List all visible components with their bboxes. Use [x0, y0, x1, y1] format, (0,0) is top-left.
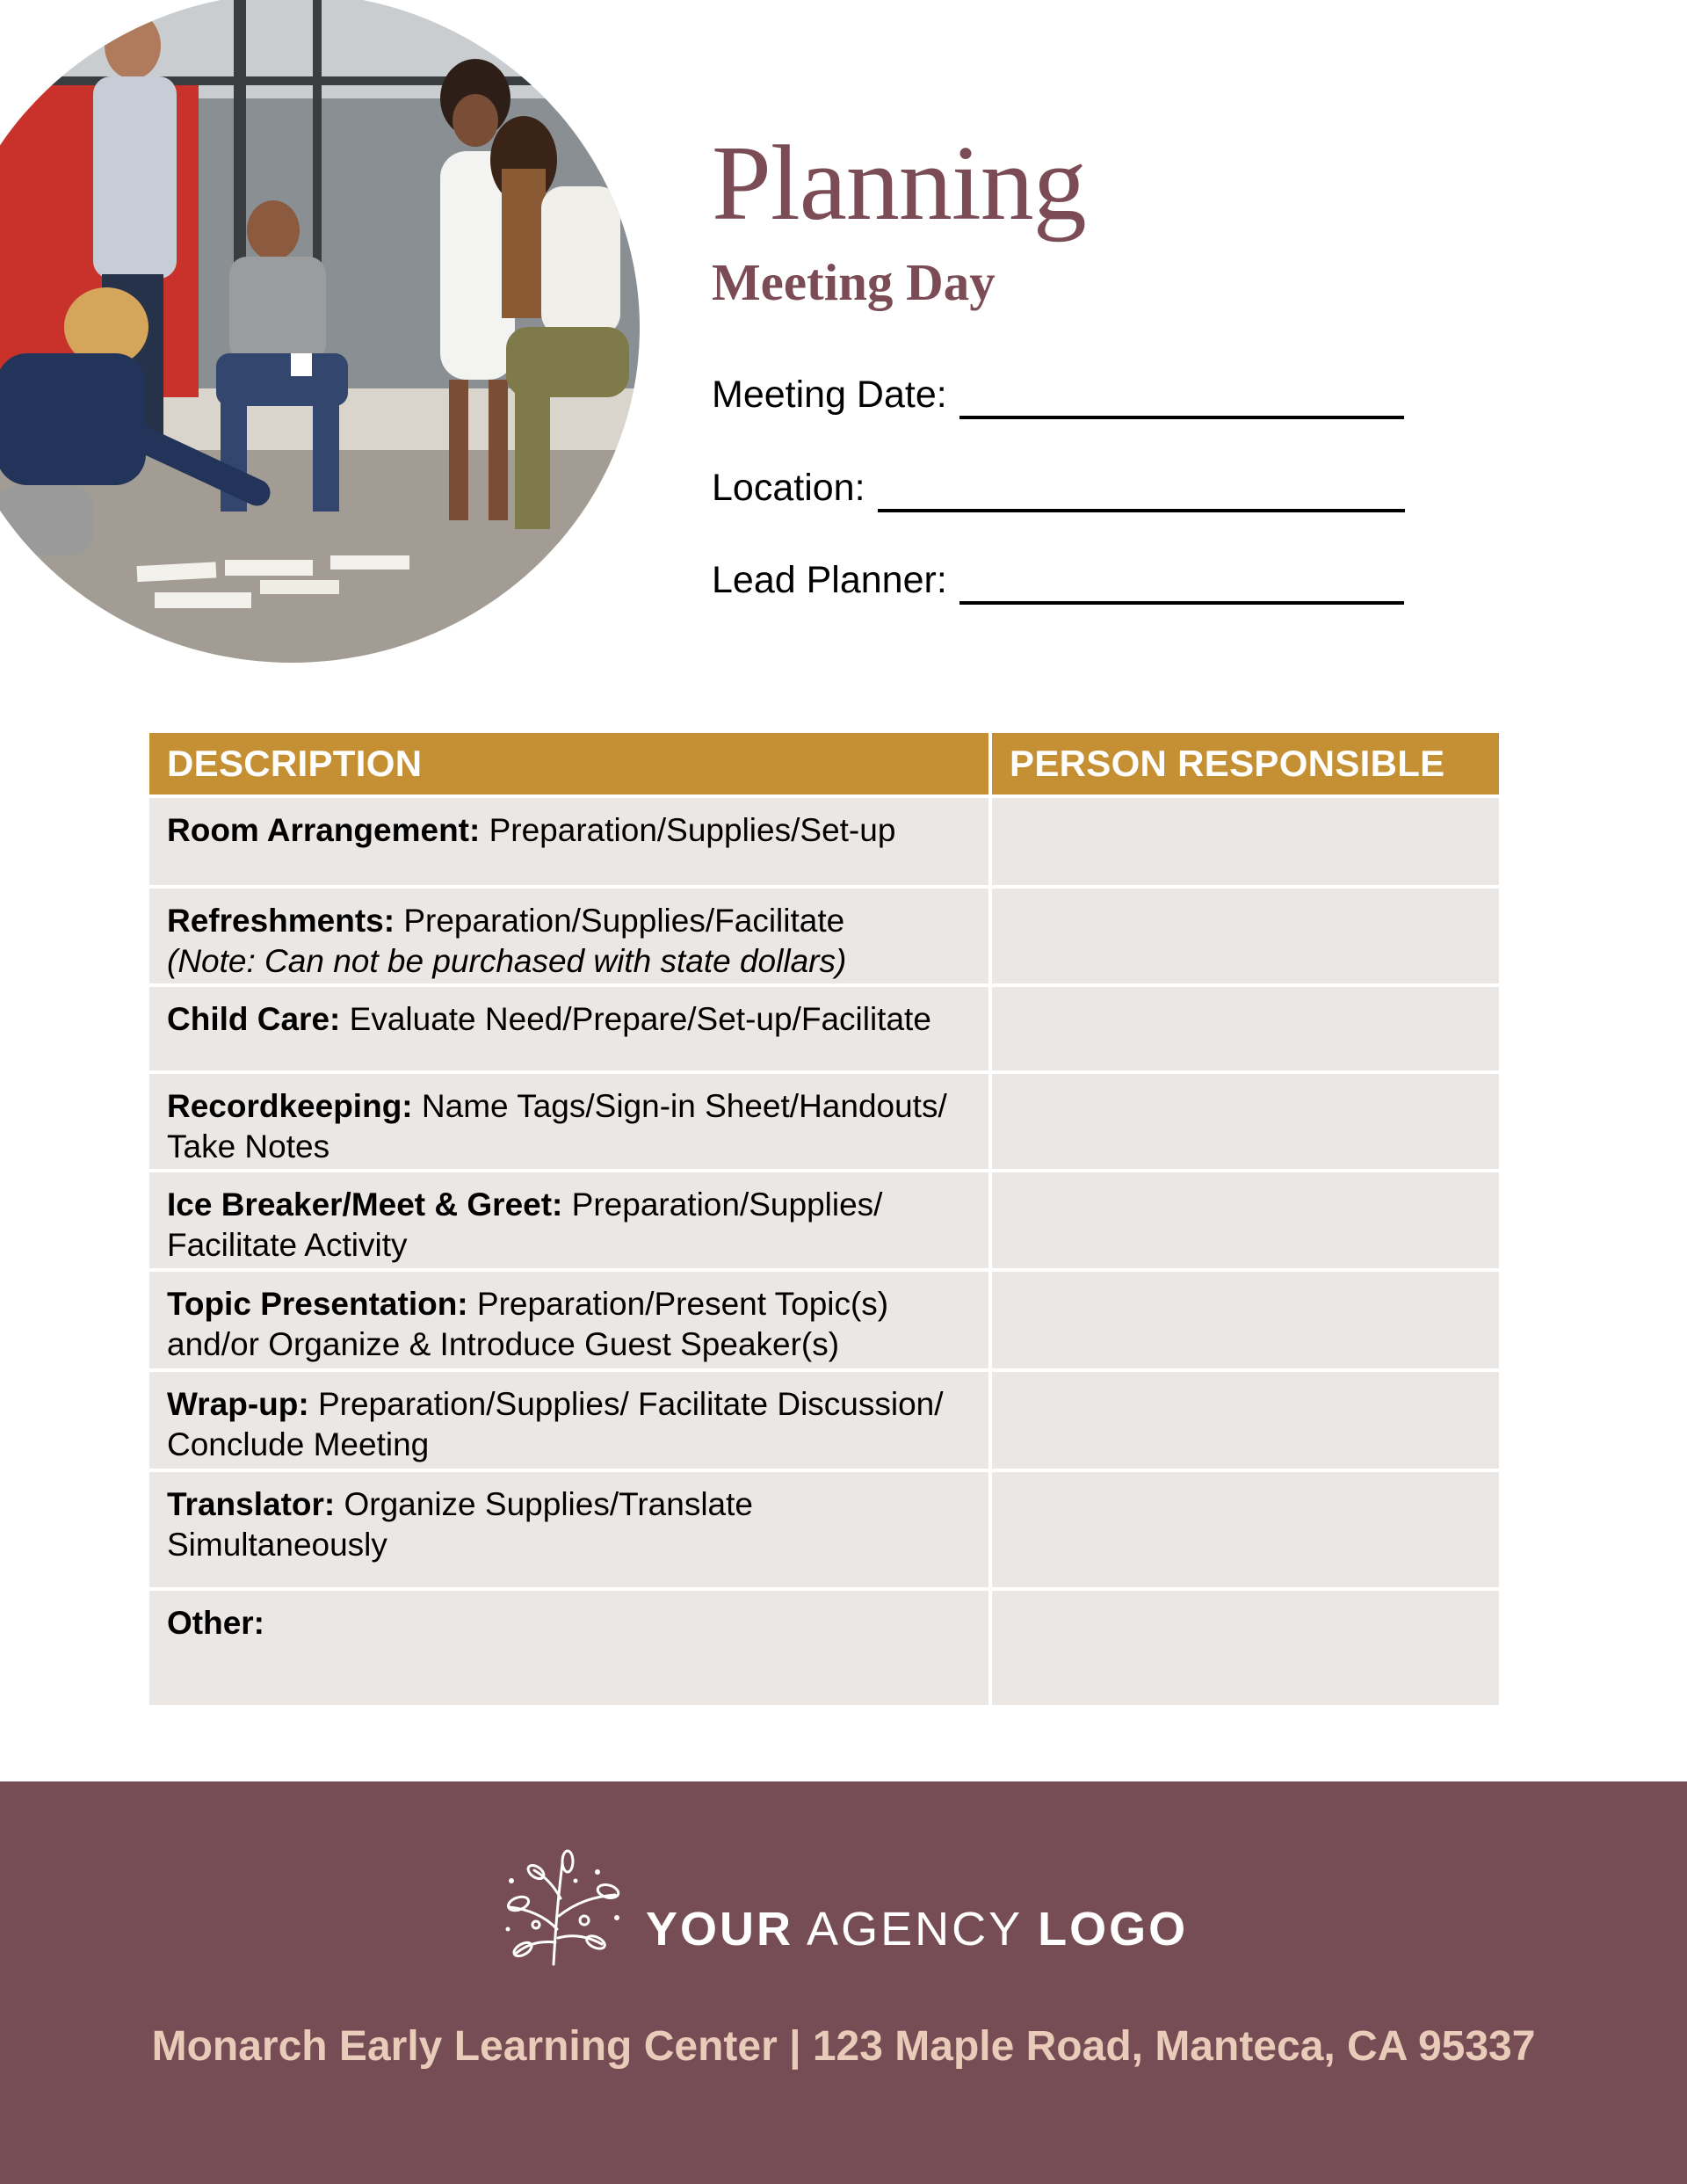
person-responsible-cell[interactable] [990, 1171, 1499, 1270]
person-responsible-cell[interactable] [990, 887, 1499, 985]
page-subtitle: Meeting Day [712, 253, 996, 311]
column-header-description: DESCRIPTION [149, 733, 990, 796]
task-name: Refreshments: [167, 903, 395, 939]
lead-planner-field[interactable] [712, 559, 1404, 601]
task-detail: Name Tags/Sign-in Sheet/Handouts/ Take Notes [167, 1088, 947, 1165]
logo-word-logo: LOGO [1038, 1903, 1189, 1955]
table-row [149, 1270, 1499, 1370]
task-name: Wrap-up: [167, 1386, 309, 1422]
person-responsible-cell[interactable] [990, 1072, 1499, 1171]
task-note: (Note: Can not be purchased with state dollars) [167, 943, 847, 979]
description-cell [149, 985, 990, 1072]
description-cell [149, 1470, 990, 1589]
description-cell [149, 1270, 990, 1370]
meeting-date-blank-line[interactable] [959, 416, 1404, 419]
meeting-date-label: Meeting Date: [712, 374, 947, 416]
description-cell [149, 887, 990, 985]
floral-sprig-icon [492, 1846, 633, 1969]
task-name: Child Care: [167, 1001, 341, 1037]
person-responsible-cell[interactable] [990, 1270, 1499, 1370]
description-cell [149, 1589, 990, 1707]
column-header-person-responsible: PERSON RESPONSIBLE [990, 733, 1499, 796]
table-row [149, 1072, 1499, 1171]
footer-band [0, 1781, 1687, 2184]
task-name: Other: [167, 1605, 264, 1641]
table-row [149, 887, 1499, 985]
description-cell [149, 1171, 990, 1270]
table-header-row [149, 733, 1499, 796]
task-detail: Preparation/Supplies/ Facilitate Activity [167, 1186, 883, 1263]
table-row [149, 985, 1499, 1072]
lead-planner-label: Lead Planner: [712, 559, 947, 601]
person-responsible-cell[interactable] [990, 1589, 1499, 1707]
task-detail: Preparation/Supplies/Set-up [480, 812, 896, 848]
table-row [149, 1171, 1499, 1270]
task-detail: Organize Supplies/Translate Simultaneously [167, 1486, 753, 1563]
task-detail: Preparation/Supplies/ Facilitate Discussion/ Conclude Meeting [167, 1386, 944, 1462]
task-detail: Evaluate Need/Prepare/Set-up/Facilitate [340, 1001, 931, 1037]
person-responsible-cell[interactable] [990, 985, 1499, 1072]
location-label: Location: [712, 467, 865, 509]
description-cell [149, 796, 990, 887]
person-responsible-cell[interactable] [990, 796, 1499, 887]
location-field[interactable] [712, 469, 1405, 507]
description-cell [149, 1370, 990, 1470]
meeting-date-field[interactable] [712, 376, 1404, 414]
agency-address: Monarch Early Learning Center | 123 Maple Road, Manteca, CA 95337 [151, 2023, 1536, 2070]
task-detail: Preparation/Present Topic(s) and/or Organize & Introduce Guest Speaker(s) [167, 1286, 889, 1362]
location-blank-line[interactable] [878, 509, 1405, 512]
table-row [149, 1589, 1499, 1707]
description-cell [149, 1072, 990, 1171]
person-responsible-cell[interactable] [990, 1370, 1499, 1470]
task-detail: Preparation/Supplies/Facilitate [395, 903, 845, 939]
task-name: Translator: [167, 1486, 336, 1522]
meeting-photo-illustration [0, 0, 640, 663]
lead-planner-blank-line[interactable] [959, 601, 1404, 605]
task-name: Recordkeeping: [167, 1088, 413, 1124]
table-row [149, 1470, 1499, 1589]
table-row [149, 796, 1499, 887]
task-name: Topic Presentation: [167, 1286, 468, 1322]
logo-word-agency: AGENCY [807, 1903, 1023, 1955]
page-title: Planning [712, 124, 1086, 243]
table-row [149, 1370, 1499, 1470]
person-responsible-cell[interactable] [990, 1470, 1499, 1589]
meeting-photo [0, 0, 640, 663]
responsibilities-table [149, 733, 1499, 1709]
logo-word-your: YOUR [646, 1903, 794, 1955]
task-name: Ice Breaker/Meet & Greet: [167, 1186, 563, 1223]
agency-logo-text [646, 1905, 1188, 1953]
task-name: Room Arrangement: [167, 812, 481, 848]
